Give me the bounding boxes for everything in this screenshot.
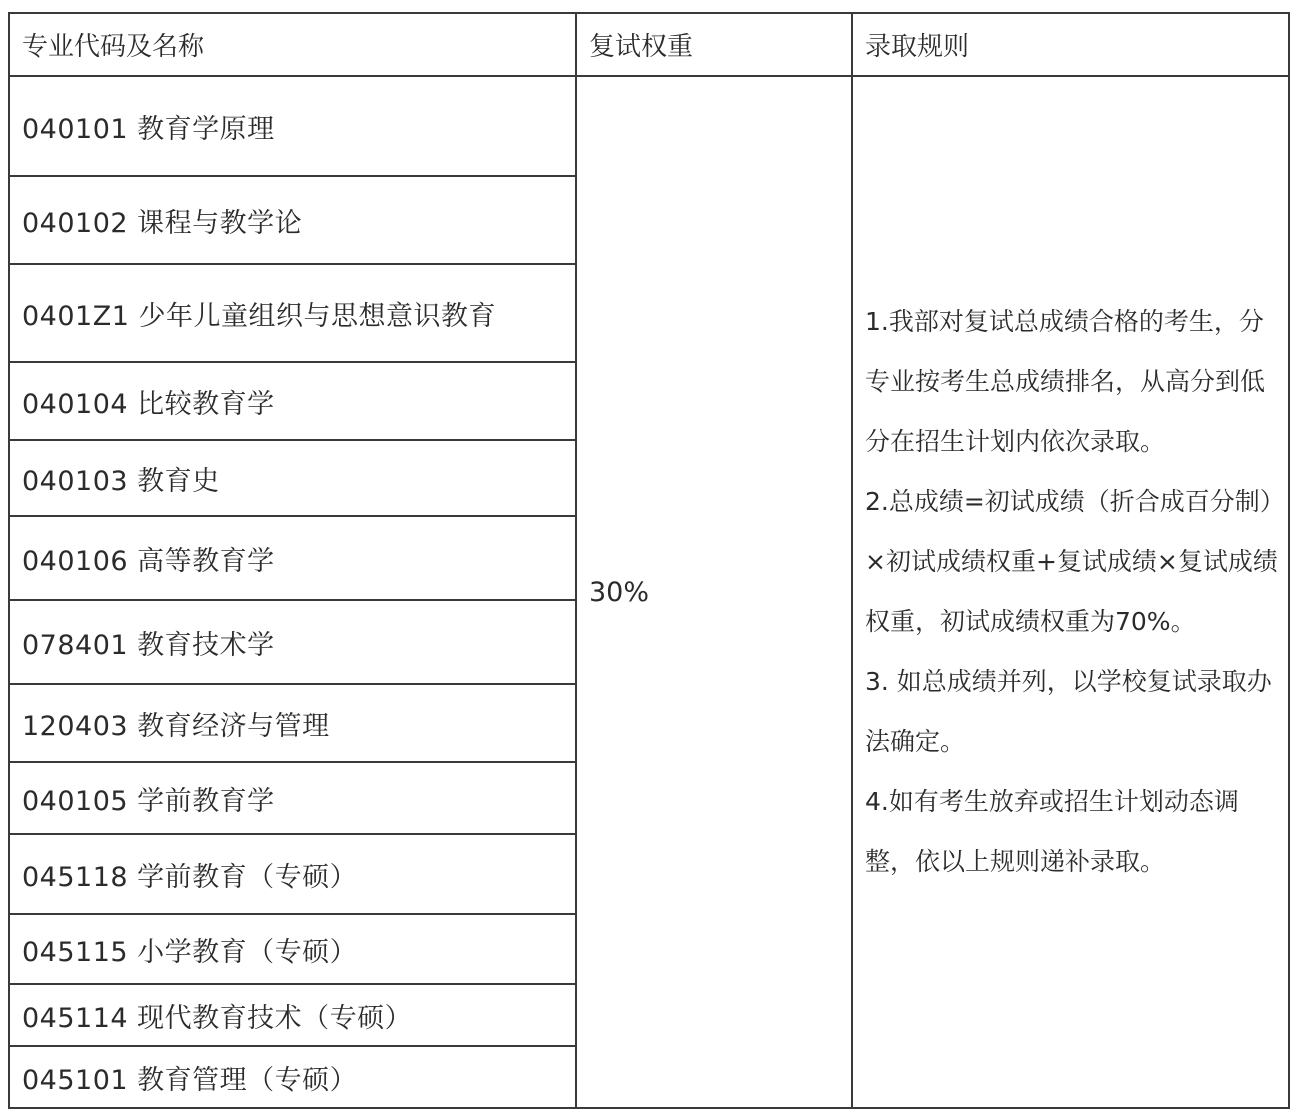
rules-cell	[852, 76, 1289, 1108]
header-row	[9, 13, 1289, 76]
admission-rules-table	[8, 12, 1290, 1109]
major-cell: 040103 教育史	[9, 440, 576, 516]
table-row	[9, 76, 1289, 176]
header-major: 专业代码及名称	[9, 13, 576, 76]
major-cell: 045101 教育管理（专硕）	[9, 1046, 576, 1108]
rule-4: 4.如有考生放弃或招生计划动态调整，依以上规则递补录取。	[865, 787, 1239, 876]
rule-2: 2.总成绩=初试成绩（折合成百分制）×初试成绩权重+复试成绩×复试成绩权重，初试成绩权重为70%。	[865, 487, 1278, 636]
major-cell: 120403 教育经济与管理	[9, 684, 576, 762]
major-cell: 0401Z1 少年儿童组织与思想意识教育	[9, 264, 576, 362]
major-cell: 040104 比较教育学	[9, 362, 576, 440]
major-cell: 078401 教育技术学	[9, 600, 576, 684]
weight-cell: 30%	[576, 76, 852, 1108]
rule-3: 3. 如总成绩并列，以学校复试录取办法确定。	[865, 667, 1272, 756]
major-cell: 040102 课程与教学论	[9, 176, 576, 264]
header-weight: 复试权重	[576, 13, 852, 76]
major-cell: 040105 学前教育学	[9, 762, 576, 834]
major-cell: 045115 小学教育（专硕）	[9, 914, 576, 984]
major-cell: 040106 高等教育学	[9, 516, 576, 600]
rule-1: 1.我部对复试总成绩合格的考生，分专业按考生总成绩排名，从高分到低分在招生计划内依次录取。	[865, 307, 1266, 456]
header-rules: 录取规则	[852, 13, 1289, 76]
major-cell: 045114 现代教育技术（专硕）	[9, 984, 576, 1046]
major-cell: 040101 教育学原理	[9, 76, 576, 176]
major-cell: 045118 学前教育（专硕）	[9, 834, 576, 914]
